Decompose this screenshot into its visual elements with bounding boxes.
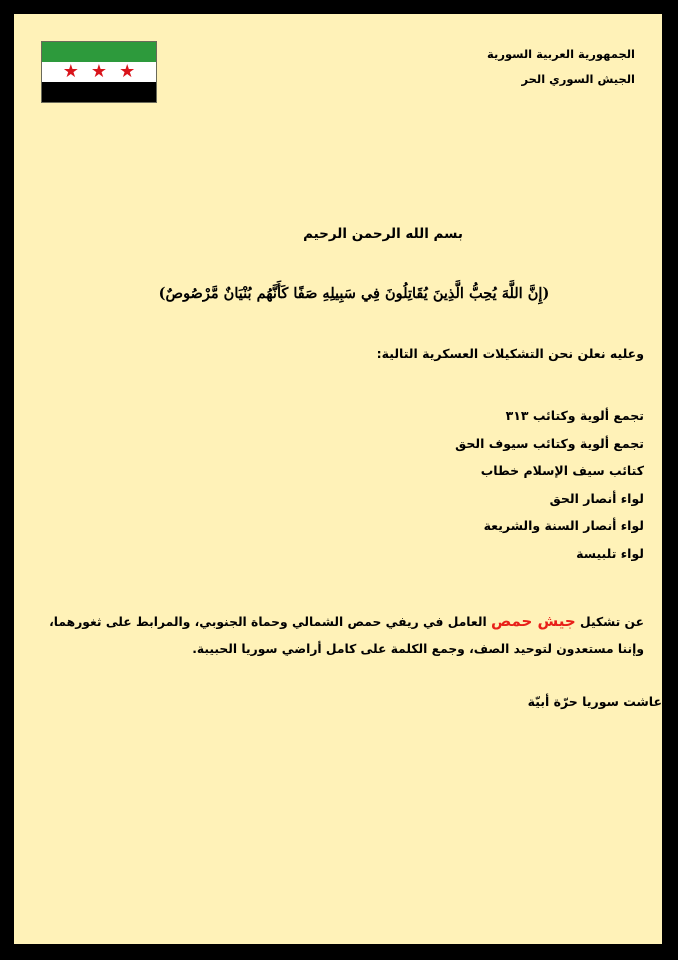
announcement-line-2: وإننا مستعدون لتوحيد الصف، وجمع الكلمة على كامل أراضي سوريا الحبيبة. bbox=[192, 642, 644, 656]
announcement-line-1 bbox=[34, 608, 644, 636]
list-item: تجمع ألوية وكتائب ٣١٣ bbox=[505, 408, 644, 423]
list-item: لواء أنصار السنة والشريعة bbox=[483, 518, 644, 533]
syrian-flag-icon bbox=[41, 41, 157, 103]
basmala: بسم الله الرحمن الرحيم bbox=[303, 226, 463, 242]
intro-statement: وعليه نعلن نحن التشكيلات العسكرية التالية: bbox=[376, 346, 644, 361]
list-item: تجمع ألوية وكتائب سيوف الحق bbox=[455, 435, 644, 451]
letterhead-republic: الجمهورية العربية السورية bbox=[487, 47, 635, 61]
announcement-paragraph bbox=[34, 608, 644, 663]
list-item: لواء تلبيسة bbox=[576, 545, 644, 561]
announcement-prefix: عن تشكيل bbox=[579, 615, 644, 629]
quran-verse: (إِنَّ اللَّهَ يُحِبُّ الَّذِينَ يُقَاتِلُونَ فِي سَبِيلِهِ صَفًا كَأَنَّهُم بُنْيَانٌ مَّرْصُوصٌ) bbox=[158, 285, 550, 302]
list-item: لواء أنصار الحق bbox=[549, 490, 644, 506]
formation-name: جيش حمص bbox=[490, 612, 576, 630]
document-page bbox=[13, 13, 663, 945]
closing-slogan: عاشت سوريا حرّة أبيّة bbox=[527, 694, 662, 709]
flag-white-band bbox=[42, 62, 156, 82]
flag-green-band bbox=[42, 42, 156, 62]
list-item: كتائب سيف الإسلام خطاب bbox=[480, 463, 644, 478]
star-icon: ★ bbox=[119, 61, 136, 82]
letterhead bbox=[335, 42, 635, 92]
units-list bbox=[34, 402, 644, 567]
star-icon: ★ bbox=[62, 61, 79, 82]
flag-black-band bbox=[42, 82, 156, 102]
letterhead-army: الجيش السوري الحر bbox=[521, 72, 635, 86]
announcement-suffix: العامل في ريفي حمص الشمالي وحماة الجنوبي، والمرابط على ثغورهما، bbox=[49, 615, 487, 629]
star-icon: ★ bbox=[90, 61, 108, 82]
